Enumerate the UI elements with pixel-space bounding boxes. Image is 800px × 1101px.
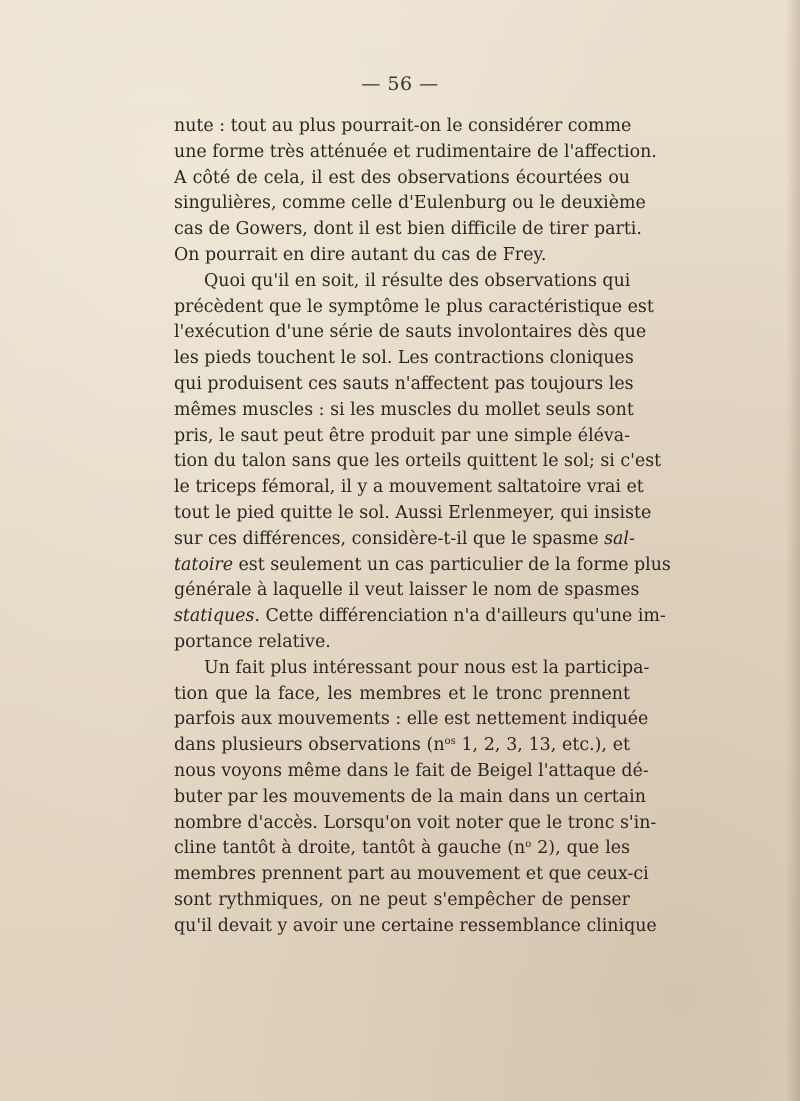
superscript: os [444, 736, 456, 748]
text-segment: 2), que les [531, 838, 630, 859]
text-segment: sur ces différences, considère-t-il que le spasme [174, 528, 599, 549]
text-line: précèdent que le symptôme le plus caractéristique est [174, 296, 654, 317]
italic-word: sal- [604, 528, 635, 549]
text-segment: 1, 2, 3, 13, etc.), et [455, 735, 630, 756]
text-line: cas de Gowers, dont il est bien difficile de tirer parti. [174, 219, 642, 240]
text-line: On pourrait en dire autant du cas de Frey. [174, 244, 547, 265]
text-line: nute : tout au plus pourrait-on le considérer comme [174, 116, 632, 136]
text-line: sont rythmiques, on ne peut s'empêcher de penser [174, 889, 630, 910]
text-segment: cline tantôt à droite, tantôt à gauche (n [174, 838, 526, 859]
text-line: A côté de cela, il est des observations écourtées ou [174, 167, 630, 188]
text-line: tout le pied quitte le sol. Aussi Erlenmeyer, qui insiste [174, 502, 652, 523]
italic-word: tatoire [174, 554, 233, 575]
text-segment: Cette différenciation n'a d'ailleurs qu'une im- [265, 606, 666, 627]
text-line [174, 733, 630, 759]
superscript: o [525, 839, 532, 851]
text-line [174, 527, 635, 553]
page-edge-shadow [786, 0, 800, 1101]
text-line: parfois aux mouvements : elle est nettement indiquée [174, 709, 649, 730]
text-line: générale à laquelle il veut laisser le nom de spasmes [174, 580, 640, 601]
italic-word: statiques. [174, 606, 260, 627]
text-line: portance relative. [174, 631, 331, 652]
text-line: les pieds touchent le sol. Les contractions cloniques [174, 348, 634, 369]
text-line: qui produisent ces sauts n'affectent pas toujours les [174, 373, 634, 394]
text-line: nombre d'accès. Lorsqu'on voit noter que le tronc s'in- [174, 812, 657, 833]
body-text [174, 114, 671, 940]
text-line: singulières, comme celle d'Eulenburg ou le deuxième [174, 193, 646, 214]
text-line: tion que la face, les membres et le tronc prennent [174, 683, 630, 704]
text-line: le triceps fémoral, il y a mouvement saltatoire vrai et [174, 477, 644, 498]
text-segment: dans plusieurs observations (n [174, 735, 445, 756]
text-segment: est seulement un cas particulier de la forme plus [238, 554, 671, 575]
page-number: — 56 — [361, 73, 439, 95]
text-line: membres prennent part au mouvement et que ceux-ci [174, 864, 649, 885]
text-line [174, 836, 630, 862]
text-line: Quoi qu'il en soit, il résulte des observations qui [204, 270, 631, 291]
text-line: qu'il devait y avoir une certaine ressemblance clinique [174, 915, 657, 936]
text-line: nous voyons même dans le fait de Beigel l'attaque dé- [174, 760, 649, 781]
text-line [174, 604, 666, 630]
text-line: une forme très atténuée et rudimentaire de l'affection. [174, 141, 657, 162]
text-line: mêmes muscles : si les muscles du mollet seuls sont [174, 399, 634, 420]
text-line: Un fait plus intéressant pour nous est la participa- [204, 657, 650, 678]
text-line: buter par les mouvements de la main dans un certain [174, 786, 646, 807]
text-line [174, 553, 671, 579]
text-line: tion du talon sans que les orteils quittent le sol; si c'est [174, 451, 662, 472]
text-line: l'exécution d'une série de sauts involontaires dès que [174, 322, 647, 343]
text-line: pris, le saut peut être produit par une simple éléva- [174, 425, 630, 446]
